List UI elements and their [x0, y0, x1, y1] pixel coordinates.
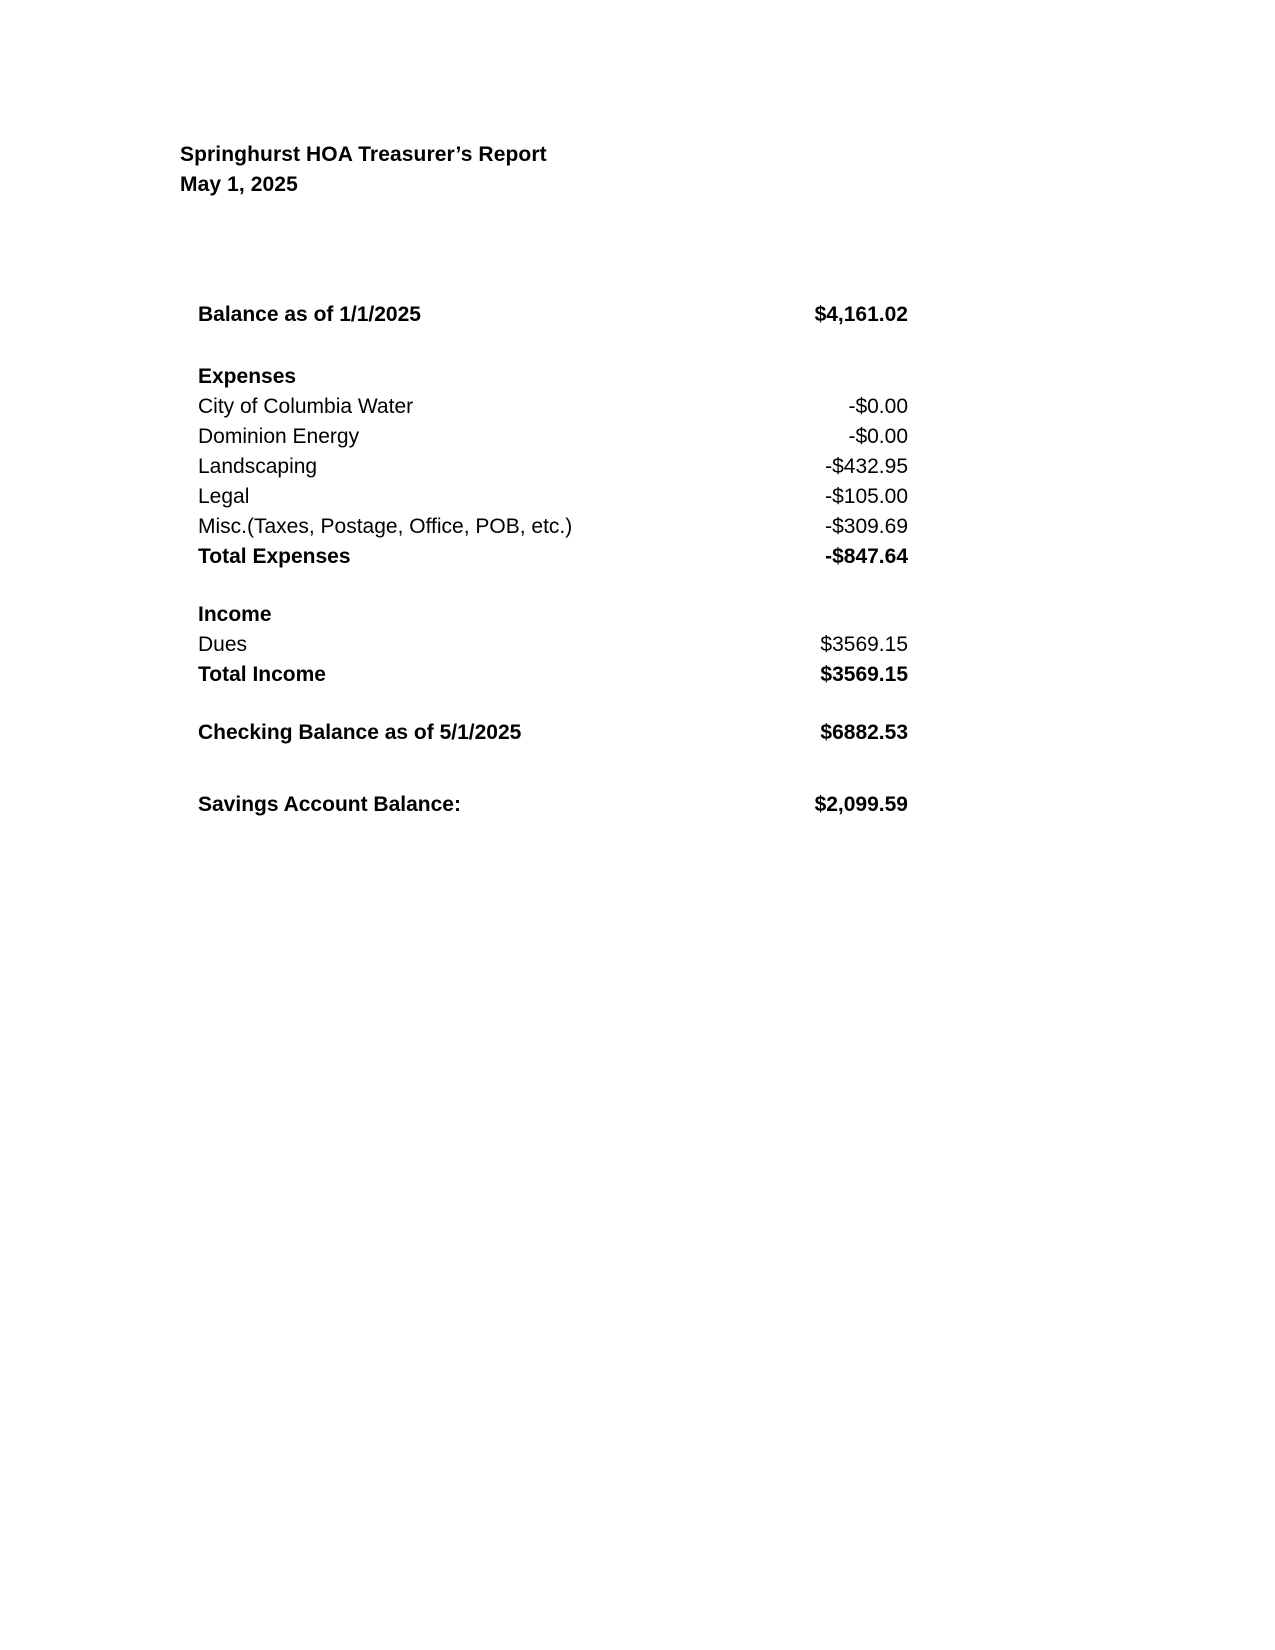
- spacer: [198, 330, 908, 362]
- income-amount: $3569.15: [820, 633, 908, 656]
- expense-label: Dominion Energy: [198, 425, 360, 448]
- expense-amount: -$432.95: [825, 455, 908, 478]
- spacer: [198, 780, 908, 790]
- savings-balance-amount: $2,099.59: [814, 793, 908, 816]
- opening-balance-row: [198, 300, 908, 330]
- opening-balance-label: Balance as of 1/1/2025: [198, 303, 421, 326]
- checking-balance-row: [198, 718, 908, 748]
- expense-row: [198, 512, 908, 542]
- opening-balance-amount: $4,161.02: [814, 303, 908, 326]
- expense-row: [198, 422, 908, 452]
- total-income-amount: $3569.15: [820, 663, 908, 686]
- checking-balance-amount: $6882.53: [820, 721, 908, 744]
- total-expenses-amount: -$847.64: [825, 545, 908, 568]
- expense-label: Legal: [198, 485, 250, 508]
- expense-label: City of Columbia Water: [198, 395, 414, 418]
- expense-row: [198, 452, 908, 482]
- expense-amount: -$309.69: [825, 515, 908, 538]
- checking-balance-label: Checking Balance as of 5/1/2025: [198, 721, 522, 744]
- document-header: [180, 140, 547, 200]
- expense-label: Misc.(Taxes, Postage, Office, POB, etc.): [198, 515, 573, 538]
- expense-amount: -$105.00: [825, 485, 908, 508]
- income-label: Dues: [198, 633, 248, 656]
- expense-row: [198, 392, 908, 422]
- total-income-row: [198, 660, 908, 690]
- income-row: [198, 630, 908, 660]
- income-heading: Income: [198, 603, 272, 626]
- savings-balance-label: Savings Account Balance:: [198, 793, 461, 816]
- expense-label: Landscaping: [198, 455, 318, 478]
- expense-amount: -$0.00: [848, 425, 908, 448]
- savings-balance-row: [198, 790, 908, 820]
- spacer: [198, 572, 908, 600]
- report-body: [198, 300, 908, 820]
- spacer: [198, 690, 908, 718]
- expenses-heading: Expenses: [198, 365, 297, 388]
- page-title: Springhurst HOA Treasurer’s Report: [180, 143, 547, 166]
- expense-row: [198, 482, 908, 512]
- spacer: [198, 748, 908, 780]
- expense-amount: -$0.00: [848, 395, 908, 418]
- total-expenses-label: Total Expenses: [198, 545, 351, 568]
- total-expenses-row: [198, 542, 908, 572]
- report-date: May 1, 2025: [180, 173, 298, 196]
- total-income-label: Total Income: [198, 663, 326, 686]
